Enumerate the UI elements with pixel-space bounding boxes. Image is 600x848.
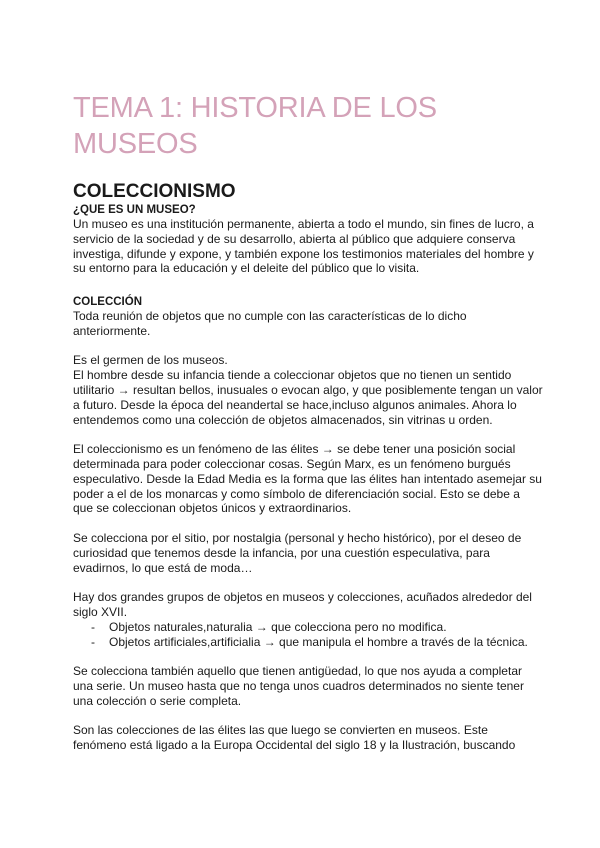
paragraph-antiguedad: Se colecciona también aquello que tienen antigüedad, lo que nos ayuda a completar una serie. Un museo hasta que no tenga unos cuadros determinados no siente tener una colección o serie completa. bbox=[73, 664, 524, 708]
paragraph-elites: El coleccionismo es un fenómeno de las élites → se debe tener una posición social determinada para poder coleccionar cosas. Según Marx, es un fenómeno burgués especulativo. Desde la Edad Media es la forma que las élites han intentado asemejar su poder a el de los monarcas y como símbolo de diferenciación social. Esto se debe a que se coleccionan objetos únicos y extraordinarios. bbox=[73, 442, 542, 516]
subheading-coleccion: COLECCIÓN bbox=[73, 295, 142, 308]
grupos-list bbox=[73, 620, 543, 650]
page-content bbox=[73, 90, 543, 753]
list-item: - Objetos naturales,naturalia → que colecciona pero no modifica. bbox=[109, 620, 543, 635]
paragraph-motivos: Se colecciona por el sitio, por nostalgia (personal y hecho histórico), por el deseo de curiosidad que tenemos desde la infancia, por una cuestión especulativa, para evadirnos, lo que está de moda… bbox=[73, 530, 522, 575]
paragraph-germen-line: Es el germen de los museos. bbox=[73, 353, 228, 368]
list-item: - Objetos artificiales,artificialia → que manipula el hombre a través de la técnica. bbox=[109, 635, 543, 650]
paragraph-grupos: Hay dos grandes grupos de objetos en museos y colecciones, acuñados alrededor del siglo XVII. bbox=[73, 590, 532, 619]
paragraph-coleccion: Toda reunión de objetos que no cumple con las características de lo dicho anteriormente. bbox=[73, 308, 467, 338]
paragraph-germen: El hombre desde su infancia tiende a coleccionar objetos que no tienen un sentido utilitario → resultan bellos, inusuales o evocan algo, y que posiblemente tengan un valor a futuro. Desde la época del neandertal se hace,incluso algunos animales. Ahora lo entendemos como una colección de objetos almacenados, sin vitrinas u orden. bbox=[73, 368, 543, 427]
paragraph-museo-definicion: Un museo es una institución permanente, abierta a todo el mundo, sin fines de lucro, a servicio de la sociedad y de su desarrollo, abierta al público que adquiere conserva investiga, difunde y expone, y también expone los testimonios materiales del hombre y su entorno para la educación y el deleite del público que lo visita. bbox=[73, 217, 534, 276]
paragraph-final: Son las colecciones de las élites las que luego se convierten en museos. Este fenómeno está ligado a la Europa Occidental del siglo 18 y la Ilustración, buscando bbox=[73, 723, 516, 753]
page-title: TEMA 1: HISTORIA DE LOS MUSEOS bbox=[73, 92, 437, 160]
section-heading: COLECCIONISMO bbox=[73, 181, 236, 202]
subheading-que-es-museo: ¿QUE ES UN MUSEO? bbox=[73, 204, 196, 216]
